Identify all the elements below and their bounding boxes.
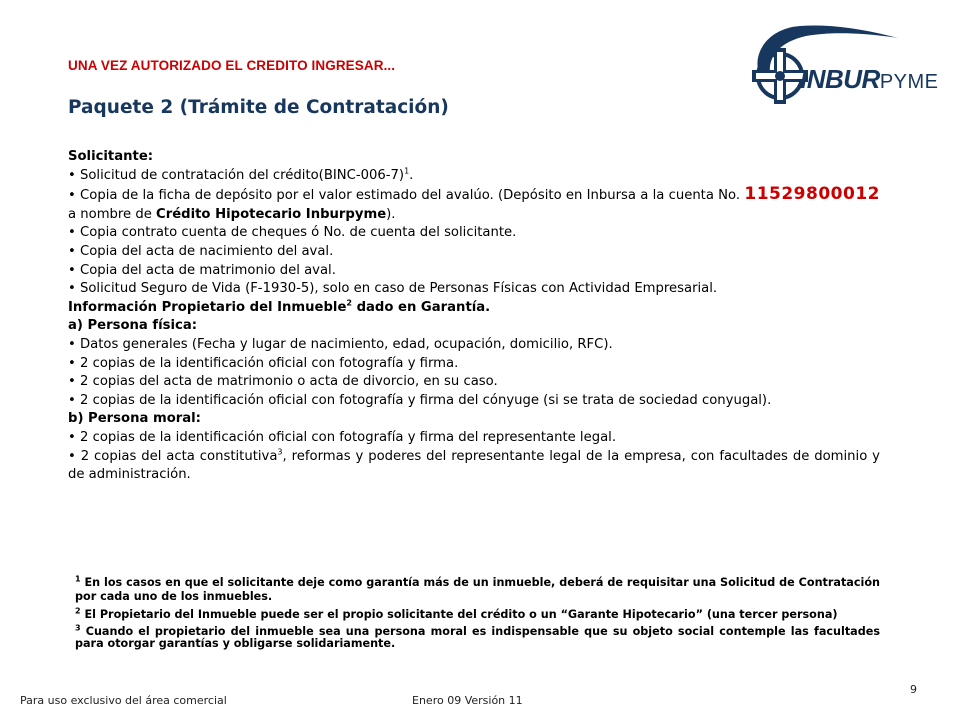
header-note: UNA VEZ AUTORIZADO EL CREDITO INGRESAR... [68,58,396,73]
persona-moral-title: b) Persona moral: [68,411,201,427]
account-number: 11529800012 [744,184,880,205]
list-item: • 2 copias de la identificación oficial con fotografía y firma del representante legal. [68,429,617,445]
list-item: • Copia del acta de nacimiento del aval. [68,243,334,259]
list-item: • Datos generales (Fecha y lugar de nacimiento, edad, ocupación, domicilio, RFC). [68,336,613,352]
list-item: • Copia contrato cuenta de cheques ó No. de cuenta del solicitante. [68,225,517,241]
list-item: • 2 copias de la identificación oficial con fotografía y firma del cónyuge (si se trata de sociedad conyugal). [68,392,772,408]
document-body [68,148,880,485]
inburpyme-logo [750,18,940,113]
footer-version: Enero 09 Versión 11 [412,694,523,707]
propietario-title: Información Propietario del Inmueble$^2$ dado en Garantía. [68,298,491,315]
list-item: • Copia del acta de matrimonio del aval. [68,262,336,278]
logo-wordmark [800,64,939,95]
list-item: • 2 copias del acta constitutiva$^3$, reformas y poderes del representante legal de la empresa, con facultades de dominio y de administración. [68,447,880,483]
list-item: • 2 copias del acta de matrimonio o acta de divorcio, en su caso. [68,374,498,390]
list-item: • Copia de la ficha de depósito por el valor estimado del avalúo. (Depósito en Inbursa a la cuenta No. 11529800012 a nombre de Crédito Hipotecario Inburpyme). [68,184,880,222]
logo-brand-bold: INBUR [800,64,880,94]
page-title: Paquete 2 (Trámite de Contratación) [68,97,449,118]
list-item: • 2 copias de la identificación oficial con fotografía y firma. [68,355,459,371]
list-item: • Solicitud de contratación del crédito(BINC-006-7)$^1$. [68,166,414,183]
footer-disclaimer: Para uso exclusivo del área comercial [20,694,227,707]
list-item: • Solicitud Seguro de Vida (F-1930-5), solo en caso de Personas Físicas con Actividad Empresarial. [68,281,718,297]
footnote-1: $^1$ En los casos en que el solicitante deje como garantía más de un inmueble, deberá de requisitar una Solicitud de Contratación por cada uno de los inmuebles. [75,574,880,603]
persona-fisica-title: a) Persona física: [68,318,198,334]
solicitante-title: Solicitante: [68,149,154,164]
logo-brand-light: PYME [879,71,939,93]
page-number: 9 [910,683,917,696]
footnote-3: $^3$ Cuando el propietario del inmueble sea una persona moral es indispensable que su objeto social contemple las facultades para otorgar garantías y obligarse solidariamente. [75,623,880,650]
footnote-2: $^2$ El Propietario del Inmueble puede ser el propio solicitante del crédito o un “Garante Hipotecario” (una tercer persona) [75,606,838,621]
footnotes [75,576,880,653]
